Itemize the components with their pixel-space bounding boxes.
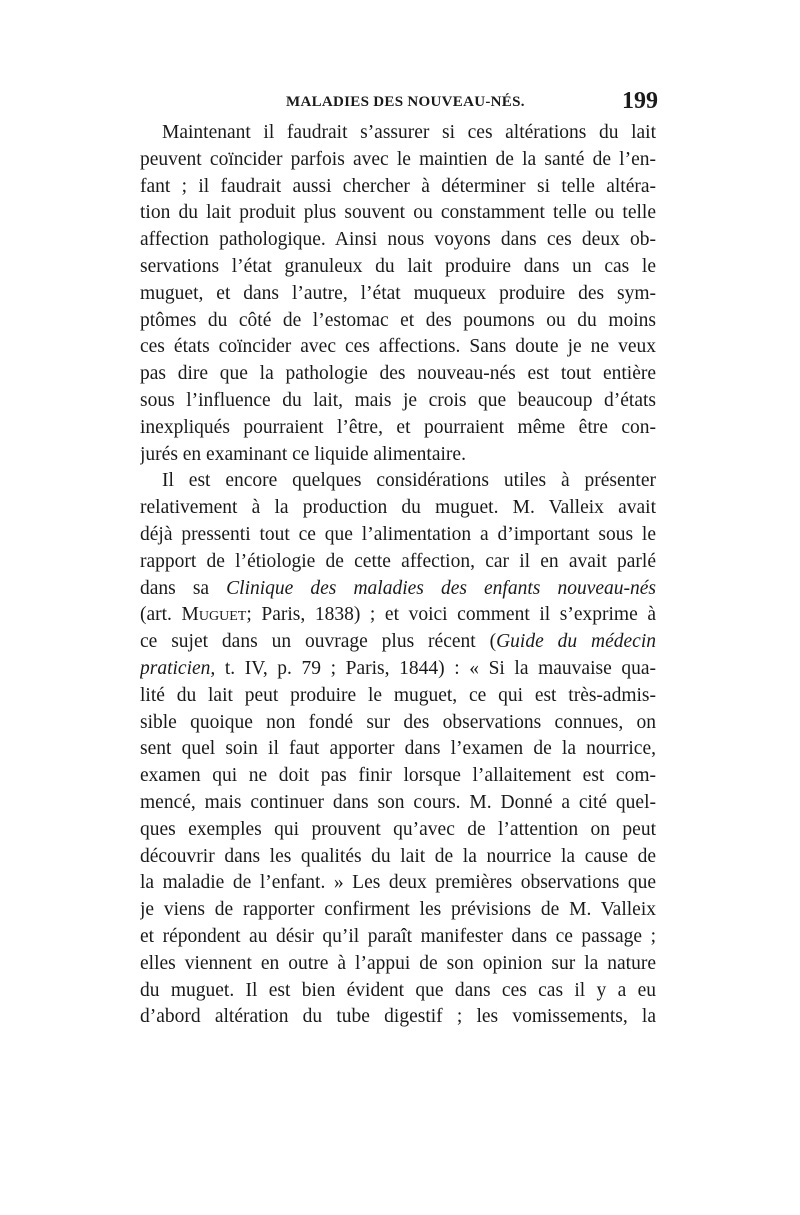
body-text [140, 120, 656, 1031]
text-line: sent quel soin il faut apporter dans l’examen de la nourrice, [140, 738, 656, 760]
text-line: lité du lait peut produire le muguet, ce qui est très-admis- [140, 684, 656, 706]
book-title-italic: Clinique des maladies des enfants nouveau-nés [226, 577, 656, 599]
text-line: servations l’état granuleux du lait produire dans un cas le [140, 255, 656, 277]
text-line: muguet, et dans l’autre, l’état muqueux produire des sym- [140, 282, 656, 304]
text-line: d’abord altération du tube digestif ; les vomissements, la [140, 1006, 656, 1028]
book-title-italic: Guide du médecin [496, 631, 656, 653]
text-line: du muguet. Il est bien évident que dans ces cas il y a eu [140, 979, 656, 1001]
text-line: Il est encore quelques considérations utiles à présenter [162, 470, 656, 492]
text-segment: dans sa [140, 577, 227, 599]
text-line: sous l’influence du lait, mais je crois que beaucoup d’états [140, 389, 656, 411]
text-line: Maintenant il faudrait s’assurer si ces altérations du lait [162, 122, 656, 143]
text-line-mixed [140, 629, 656, 656]
text-line: examen qui ne doit pas finir lorsque l’allaitement est com- [140, 765, 656, 787]
text-line: fant ; il faudrait aussi chercher à déterminer si telle altéra- [140, 175, 656, 197]
text-line-mixed [140, 602, 656, 629]
book-title-italic: praticien, [140, 657, 216, 679]
text-line: inexpliqués pourraient l’être, et pourraient même être con- [140, 416, 656, 438]
text-segment: t. IV, p. 79 ; Paris, 1844) : « Si la mauvaise qua- [215, 657, 656, 679]
text-line: tion du lait produit plus souvent ou constamment telle ou telle [140, 202, 656, 224]
text-line: peuvent coïncider parfois avec le maintien de la santé de l’en- [140, 148, 656, 170]
text-line-mixed [140, 656, 656, 683]
text-line: pas dire que la pathologie des nouveau-nés est tout entière [140, 363, 656, 385]
running-title: MALADIES DES NOUVEAU-NÉS. [286, 94, 525, 110]
text-segment: (art. [140, 604, 182, 626]
text-line: mencé, mais continuer dans son cours. M. Donné a cité quel- [140, 791, 656, 813]
text-segment: ce sujet dans un ouvrage plus récent ( [140, 631, 497, 653]
text-line: jurés en examinant ce liquide alimentaire. [140, 443, 466, 465]
text-line: ptômes du côté de l’estomac et des poumons ou du moins [140, 309, 656, 331]
text-line: affection pathologique. Ainsi nous voyons dans ces deux ob- [140, 229, 656, 251]
text-line: elles viennent en outre à l’appui de son opinion sur la nature [140, 952, 656, 974]
text-line: je viens de rapporter confirment les prévisions de M. Valleix [140, 899, 656, 921]
text-line: déjà pressenti tout ce que l’alimentation a d’important sous le [140, 523, 656, 545]
text-segment: ; Paris, 1838) ; et voici comment il s’exprime à [246, 604, 656, 626]
text-line: relativement à la production du muguet. M. Valleix avait [140, 497, 656, 519]
text-line: découvrir dans les qualités du lait de la nourrice la cause de [140, 845, 656, 867]
text-line: ces états coïncider avec ces affections. Sans doute je ne veux [140, 336, 656, 358]
text-line: sible quoique non fondé sur des observations connues, on [140, 711, 656, 733]
text-line: ques exemples qui prouvent qu’avec de l’attention on peut [140, 818, 656, 840]
text-line-mixed [140, 576, 656, 603]
page-number: 199 [622, 88, 658, 114]
article-smallcaps: Muguet [181, 604, 247, 626]
text-line: la maladie de l’enfant. » Les deux premières observations que [140, 872, 656, 894]
text-line: et répondent au désir qu’il paraît manifester dans ce passage ; [140, 925, 656, 947]
text-line: rapport de l’étiologie de cette affection, car il en avait parlé [140, 550, 656, 572]
